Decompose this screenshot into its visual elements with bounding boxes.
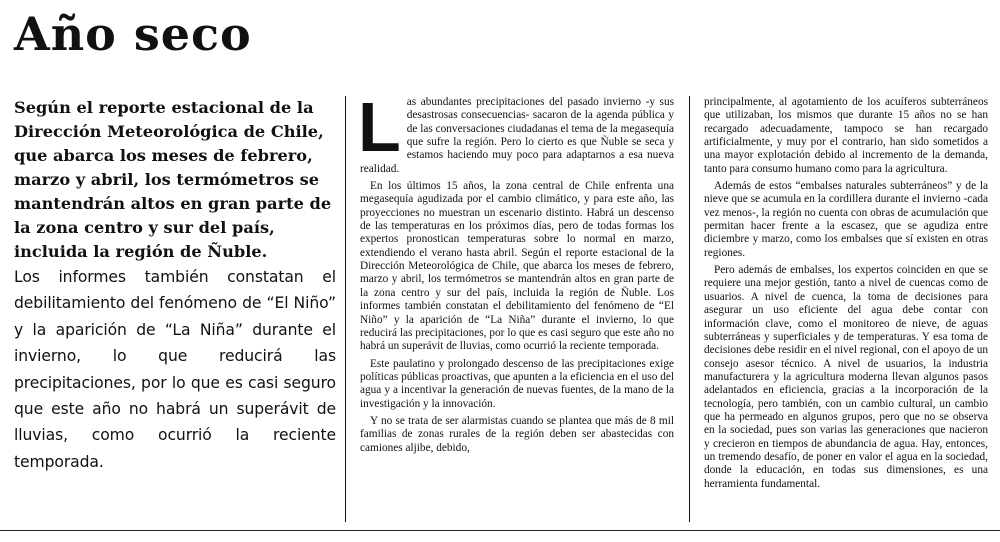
article-column-2 (704, 96, 988, 495)
article-paragraph: Este paulatino y prolongado descenso de las precipitaciones exige políticas públicas proactivas, que apunten a la eficiencia en el uso del agua y a incentivar la generación de nuevas fuentes, de la mano de la investigación y la innovación. (360, 357, 674, 410)
headline: Año seco (14, 7, 252, 61)
first-paragraph-text: as abundantes precipitaciones del pasado invierno -y sus desastrosas consecuencias- sacaron de la agenda pública y de las conversaciones ciudadanas el tema de la megasequía que sufre la región. Pero lo cierto es que Ñuble se seca y estamos haciendo muy poco para adaptarnos a esa nueva realidad. (360, 96, 675, 175)
article-paragraph: En los últimos 15 años, la zona central de Chile enfrenta una megasequía agudizada por el cambio climático, y para este año, las proyecciones no muestran un escenario distinto. Habrá un descenso de las temperaturas en los próximos días, pero de todas formas los expertos pronostican temperaturas sobre lo normal en marzo, extendiendo el verano hasta abril. Según el reporte estacional de la Dirección Meteorológica de Chile, que abarca los meses de febrero, marzo y abril, los termómetros se mantendrán altos en gran parte de la zona centro y sur del país, incluida la región de Ñuble. Los informes también constatan el debilitamiento del fenómeno de “El Niño” y la aparición de “La Niña” durante el invierno, lo que reducirá las precipitaciones, por lo que es casi seguro que este año no habrá un superávit de lluvias, como ocurrió la reciente temporada. (360, 180, 674, 353)
article-paragraph: Pero además de embalses, los expertos coinciden en que se requiere una mejor gestión, tanto a nivel de cuencas como de usuarios. A nivel de cuenca, la toma de decisiones para asegurar un uso eficiente del agua debe contar con información clave, como el monitoreo de nieve, de aguas subterráneas y superficiales y de temperaturas. Y esa toma de decisiones debe residir en el nivel regional, con el apoyo de un consejo asesor técnico. A nivel de usuarios, la industria manufacturera y la agricultura moderna llevan algunos pasos adelantados en eficiencia, gracias a la incorporación de la tecnología, pero también, con un cambio cultural, un cambio que ha permeado en algunos grupos, pero que no se observa en la sociedad, pues son varias las generaciones que nacieron y crecieron en tiempos de abundancia de agua. Hay, entonces, un tremendo desafío, de poner en valor el agua en la sociedad, donde la educación, en todas sus dimensiones, es una herramienta fundamental. (704, 264, 988, 490)
bottom-rule (0, 530, 1000, 531)
lead-bold-text: Según el reporte estacional de la Dirección Meteorológica de Chile, que abarca los meses de febrero, marzo y abril, los termómetros se mantendrán altos en gran parte de la zona centro y sur del país, incluida la región de Ñuble. (14, 98, 332, 261)
lead-summary (14, 96, 336, 475)
article-paragraph (358, 88, 675, 176)
column-divider-right (689, 96, 690, 522)
lead-plain-text: Los informes también constatan el debilitamiento del fenómeno de “El Niño” y la aparición de “La Niña” durante el invierno, lo que reducirá las precipitaciones, por lo que es casi seguro que este año no habrá un superávit de lluvias, como ocurrió la reciente temporada. (14, 268, 336, 471)
column-divider-left (345, 96, 346, 522)
drop-cap: L (358, 88, 401, 166)
article-column-1 (358, 88, 675, 459)
article-paragraph: Además de estos “embalses naturales subterráneos” y de la nieve que se acumula en la cordillera durante el invierno -cada vez menos-, la región no cuenta con obras de acumulación que permitan hacer frente a la escasez, que se agudiza entre diciembre y marzo, como los embalses que sí existen en otras regiones. (704, 180, 988, 259)
article-paragraph: Y no se trata de ser alarmistas cuando se plantea que más de 8 mil familias de zonas rurales de la región deben ser abastecidas con camiones aljibe, debido, (360, 414, 674, 454)
article-paragraph: principalmente, al agotamiento de los acuíferos subterráneos que utilizaban, los mismos que durante 15 años no se han recargado adecuadamente, tampoco se han recargado artificialmente, y muy por el contrario, han sido sometidos a una mayor explotación debido al incremento de la demanda, tanto para consumo humano como para la agricultura. (704, 96, 988, 175)
